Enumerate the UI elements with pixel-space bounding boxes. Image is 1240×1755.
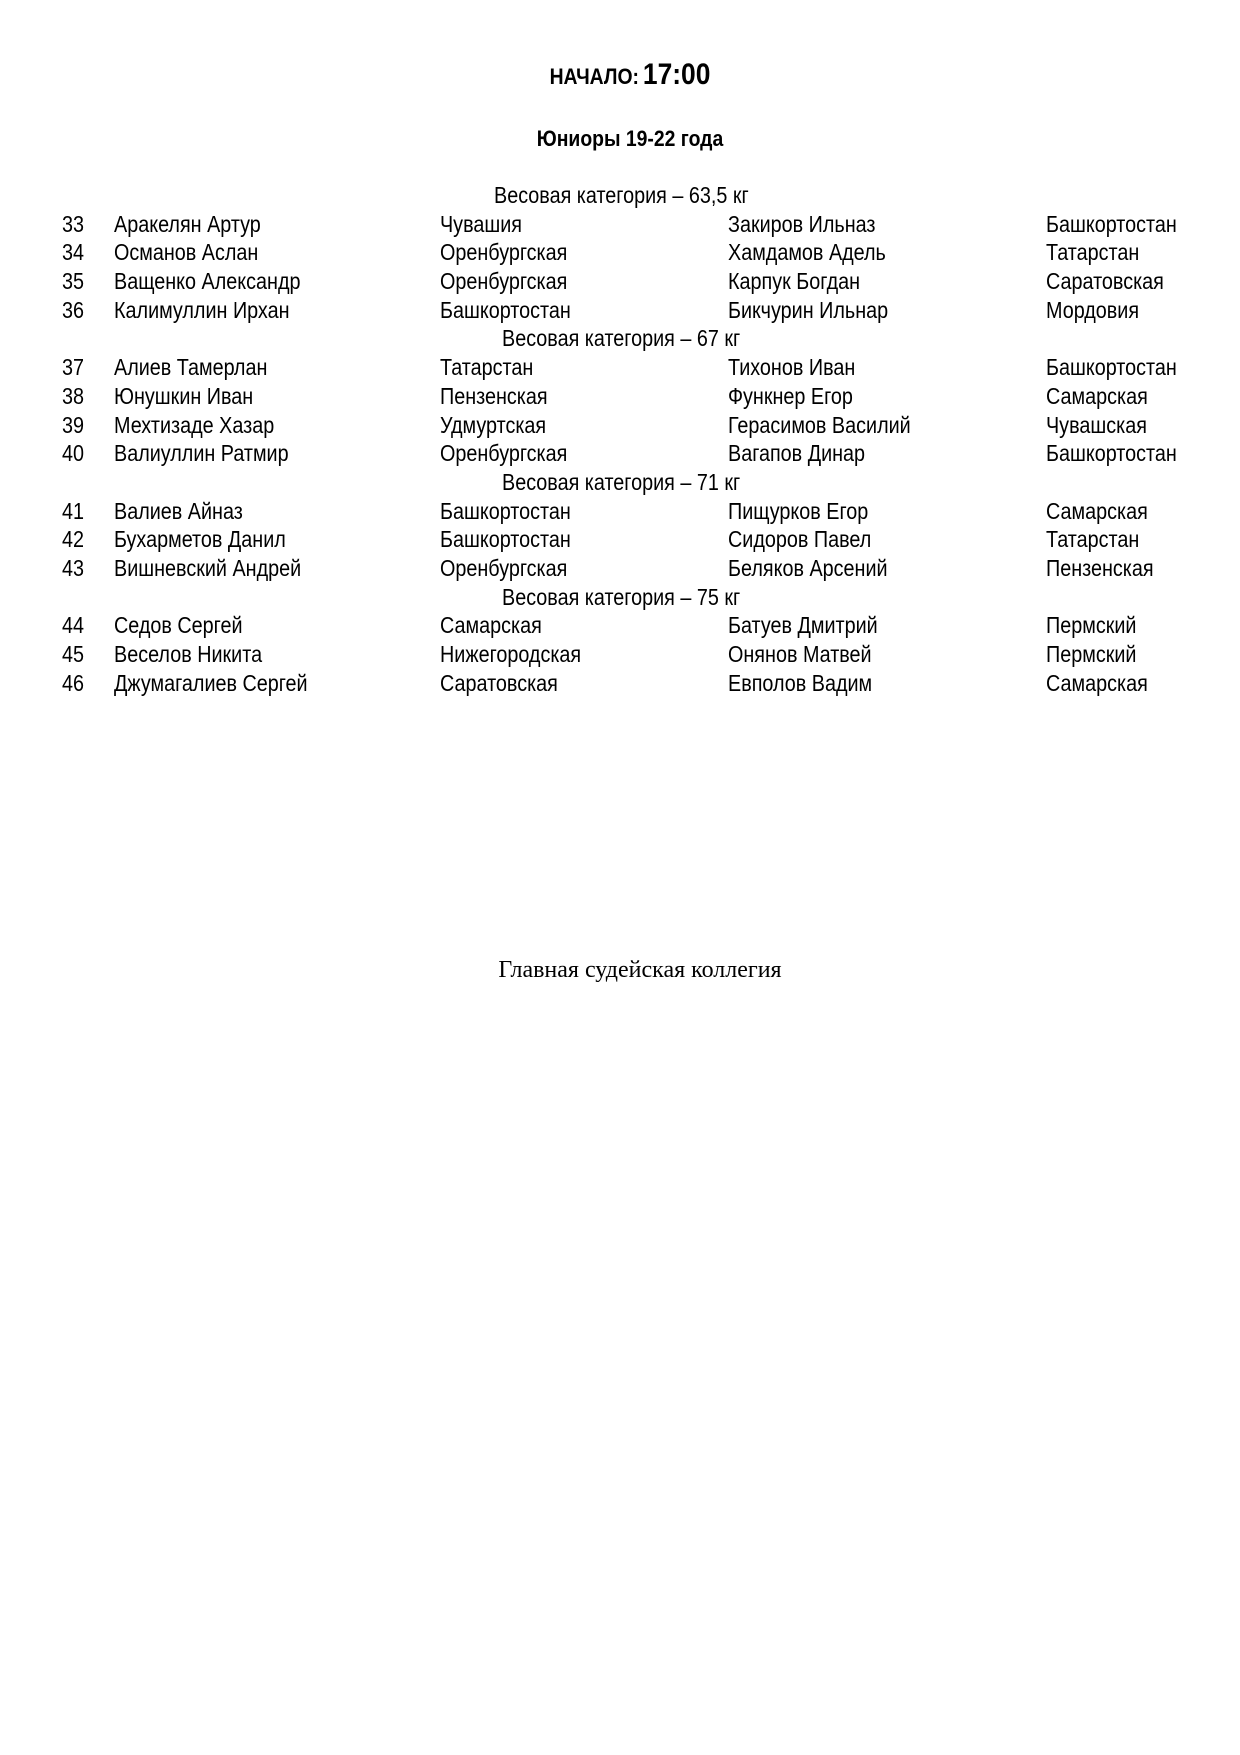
bout-number: 44 — [62, 612, 85, 639]
bout-row — [0, 525, 1240, 554]
fighter-name-blue: Онянов Матвей — [728, 641, 872, 667]
fighter-region-blue: Самарская — [1046, 669, 1148, 696]
bout-number: 34 — [62, 239, 85, 266]
fighter-name-red: Валиуллин Ратмир — [114, 440, 289, 467]
bout-number: 40 — [62, 440, 85, 467]
bout-row — [0, 611, 1240, 640]
weight-category-heading — [0, 583, 1240, 612]
fighter-name-blue: Герасимов Василий — [728, 411, 911, 438]
fighter-name-blue: Батуев Дмитрий — [728, 612, 878, 639]
weight-category-title: Весовая категория – 71 кг — [502, 468, 741, 495]
fighter-region-red: Нижегородская — [440, 641, 582, 667]
weight-category-heading — [0, 181, 1240, 210]
bout-row — [0, 210, 1240, 239]
bout-row — [0, 382, 1240, 411]
fighter-region-blue: Пермский — [1046, 641, 1137, 667]
fighter-name-red: Джумагалиев Сергей — [114, 669, 308, 696]
fighter-name-blue: Хамдамов Адель — [728, 239, 886, 266]
fighter-name-blue: Закиров Ильназ — [728, 210, 876, 237]
weight-category-heading — [0, 468, 1240, 497]
bout-row — [0, 238, 1240, 267]
fighter-region-blue: Пермский — [1046, 612, 1137, 639]
start-time-heading — [76, 58, 1185, 92]
fighter-name-red: Калимуллин Ирхан — [114, 296, 290, 323]
bout-row — [0, 439, 1240, 468]
fighter-name-red: Веселов Никита — [114, 641, 263, 667]
fighter-name-red: Аракелян Артур — [114, 210, 261, 237]
fighter-region-red: Оренбургская — [440, 554, 568, 581]
fighter-region-red: Башкортостан — [440, 526, 571, 553]
fighter-region-red: Пензенская — [440, 382, 548, 409]
fighter-region-blue: Татарстан — [1046, 526, 1140, 553]
bout-number: 35 — [62, 268, 85, 295]
fighter-name-blue: Функнер Егор — [728, 382, 853, 409]
fighter-region-red: Башкортостан — [440, 296, 571, 323]
bout-number: 33 — [62, 210, 85, 237]
start-label: НАЧАЛО: — [549, 64, 639, 89]
fighter-region-red: Самарская — [440, 612, 542, 639]
bout-number: 36 — [62, 296, 85, 323]
fighter-name-red: Юнушкин Иван — [114, 382, 254, 409]
bout-row — [0, 296, 1240, 325]
fighter-name-red: Мехтизаде Хазар — [114, 411, 275, 438]
weight-category-title: Весовая категория – 63,5 кг — [494, 182, 749, 208]
bout-number: 39 — [62, 411, 85, 438]
start-time: 17:00 — [642, 58, 711, 91]
weight-category-heading — [0, 324, 1240, 353]
fighter-region-blue: Самарская — [1046, 382, 1148, 409]
bout-number: 45 — [62, 641, 85, 667]
fighter-region-blue: Пензенская — [1046, 554, 1154, 581]
fighter-name-blue: Беляков Арсений — [728, 554, 888, 581]
bout-number: 43 — [62, 554, 85, 581]
fighter-region-blue: Мордовия — [1046, 296, 1140, 323]
bout-row — [0, 640, 1240, 669]
weight-category-title: Весовая категория – 67 кг — [502, 325, 741, 352]
fighter-region-blue: Саратовская — [1046, 268, 1164, 295]
fighter-region-blue: Чувашская — [1046, 411, 1147, 438]
fighter-name-red: Ващенко Александр — [114, 268, 301, 295]
fighter-region-red: Саратовская — [440, 669, 558, 696]
bout-row — [0, 554, 1240, 583]
weight-category-title: Весовая категория – 75 кг — [502, 583, 741, 610]
bout-number: 42 — [62, 526, 85, 553]
bout-number: 46 — [62, 669, 85, 696]
fighter-region-blue: Башкортостан — [1046, 440, 1177, 467]
fighter-name-red: Седов Сергей — [114, 612, 243, 639]
bout-row — [0, 497, 1240, 526]
fighter-region-red: Оренбургская — [440, 239, 568, 266]
fighter-region-red: Татарстан — [440, 354, 534, 381]
fighter-region-red: Удмуртская — [440, 411, 547, 438]
fighter-name-blue: Вагапов Динар — [728, 440, 866, 467]
fighter-region-blue: Самарская — [1046, 497, 1148, 524]
bout-number: 38 — [62, 382, 85, 409]
fighter-name-blue: Карпук Богдан — [728, 268, 861, 295]
fighter-region-blue: Башкортостан — [1046, 210, 1177, 237]
fighter-name-blue: Сидоров Павел — [728, 526, 872, 553]
fighter-region-red: Башкортостан — [440, 497, 571, 524]
fighter-region-blue: Татарстан — [1046, 239, 1140, 266]
fighter-region-red: Чувашия — [440, 210, 522, 237]
bout-row — [0, 411, 1240, 440]
fighter-name-blue: Евполов Вадим — [728, 669, 873, 696]
fighter-region-red: Оренбургская — [440, 440, 568, 467]
bout-number: 41 — [62, 497, 85, 524]
bout-row — [0, 267, 1240, 296]
age-group-title: Юниоры 19-22 года — [536, 126, 724, 151]
fighter-name-red: Валиев Айназ — [114, 497, 243, 524]
fighter-name-blue: Тихонов Иван — [728, 354, 856, 381]
fighter-region-red: Оренбургская — [440, 268, 568, 295]
bout-row — [0, 669, 1240, 698]
judges-signature: Главная судейская коллегия — [498, 957, 782, 983]
fighter-name-red: Бухарметов Данил — [114, 526, 286, 553]
fighter-name-red: Вишневский Андрей — [114, 554, 302, 581]
fighter-name-red: Алиев Тамерлан — [114, 354, 268, 381]
fighter-name-blue: Пищурков Егор — [728, 497, 869, 524]
fighter-region-blue: Башкортостан — [1046, 354, 1177, 381]
fighter-name-red: Османов Аслан — [114, 239, 259, 266]
bout-number: 37 — [62, 354, 85, 381]
fighter-name-blue: Бикчурин Ильнар — [728, 296, 889, 323]
bouts-list — [0, 181, 1240, 697]
bout-row — [0, 353, 1240, 382]
